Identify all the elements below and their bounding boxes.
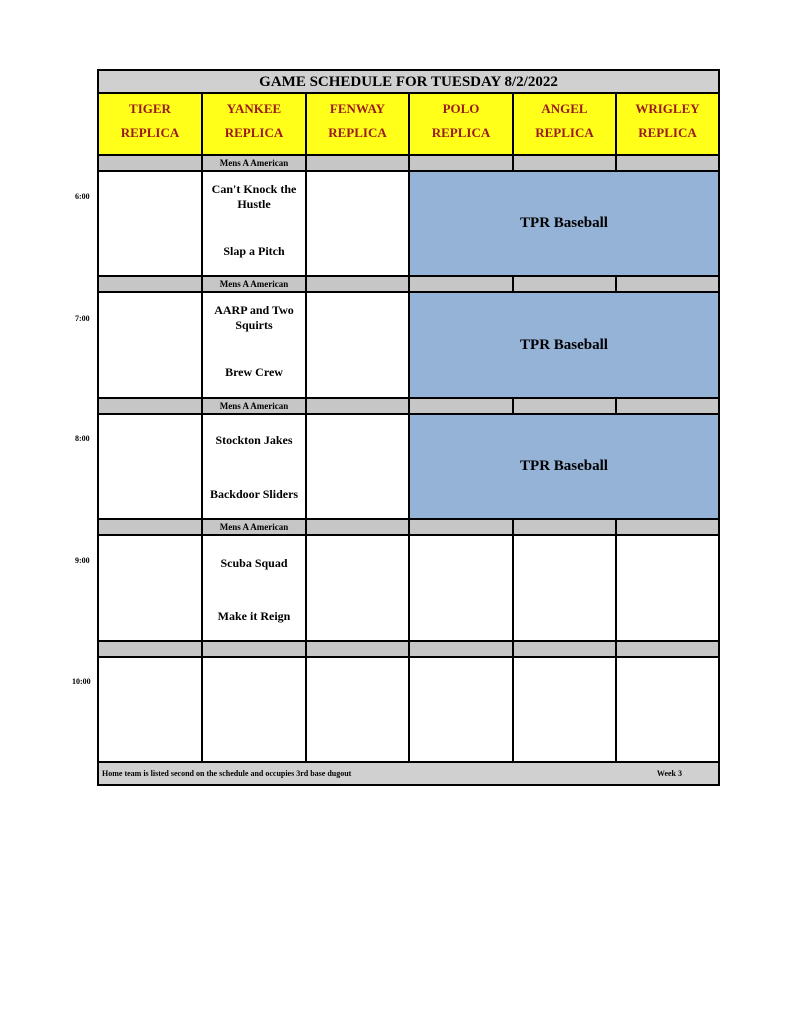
game-cell-yankee-7: [203, 293, 307, 399]
separator-row: [514, 399, 617, 415]
time-label-9: 9:00: [75, 556, 90, 565]
schedule-sheet: [97, 69, 720, 786]
field-header-wrigley: [617, 94, 718, 156]
field-header-tiger: [99, 94, 203, 156]
away-team: Can't Knock the Hustle: [211, 182, 297, 211]
separator-row: [617, 642, 718, 658]
schedule-title: GAME SCHEDULE FOR TUESDAY 8/2/2022: [99, 71, 718, 94]
game-cell-empty: [307, 536, 410, 642]
game-cell-empty: [617, 536, 718, 642]
field-sub: REPLICA: [224, 125, 284, 140]
time-label-7: 7:00: [75, 314, 90, 323]
field-sub: REPLICA: [638, 125, 697, 140]
game-cell-empty: [307, 658, 410, 763]
field-header-yankee: [203, 94, 307, 156]
home-team: Brew Crew: [225, 365, 283, 379]
separator-row: [99, 277, 203, 293]
separator-row: [307, 277, 410, 293]
game-cell-empty: [99, 293, 203, 399]
division-label: Mens A American: [203, 399, 307, 415]
field-name: FENWAY: [329, 101, 386, 116]
separator-row: [307, 399, 410, 415]
game-cell-empty: [307, 293, 410, 399]
game-cell-empty: [617, 658, 718, 763]
separator-row: [514, 520, 617, 536]
game-cell-empty: [203, 658, 307, 763]
separator-row: [307, 642, 410, 658]
separator-row: [410, 277, 514, 293]
separator-row: [99, 642, 203, 658]
separator-row: [307, 156, 410, 172]
game-cell-empty: [99, 415, 203, 520]
separator-row: [617, 156, 718, 172]
time-label-10: 10:00: [72, 677, 91, 686]
footer-note: Home team is listed second on the schedule and occupies 3rd base dugout: [102, 769, 352, 778]
game-cell-empty: [307, 415, 410, 520]
tpr-baseball-block: TPR Baseball: [410, 415, 718, 520]
division-label: Mens A American: [203, 156, 307, 172]
separator-row: [617, 520, 718, 536]
game-cell-empty: [514, 658, 617, 763]
separator-row: [307, 520, 410, 536]
game-cell-empty: [514, 536, 617, 642]
separator-row: [410, 642, 514, 658]
separator-row: [410, 399, 514, 415]
game-cell-yankee-9: [203, 536, 307, 642]
game-cell-empty: [99, 536, 203, 642]
schedule-footer: [99, 763, 718, 784]
separator-row: [514, 156, 617, 172]
away-team: Stockton Jakes: [215, 433, 293, 447]
week-label: Week 3: [656, 769, 682, 778]
separator-row: [99, 399, 203, 415]
separator-row: [410, 520, 514, 536]
separator-row: [203, 642, 307, 658]
game-cell-empty: [307, 172, 410, 277]
time-label-8: 8:00: [75, 434, 90, 443]
tpr-baseball-block: TPR Baseball: [410, 172, 718, 277]
field-header-angel: [514, 94, 617, 156]
game-cell-empty: [99, 658, 203, 763]
game-cell-yankee-8: [203, 415, 307, 520]
away-team: Scuba Squad: [220, 556, 288, 570]
field-name: POLO: [442, 101, 480, 116]
field-header-fenway: [307, 94, 410, 156]
time-label-6: 6:00: [75, 192, 90, 201]
separator-row: [514, 277, 617, 293]
game-cell-empty: [99, 172, 203, 277]
away-team: AARP and Two Squirts: [214, 303, 294, 332]
home-team: Make it Reign: [217, 609, 291, 623]
game-cell-yankee-6: [203, 172, 307, 277]
separator-row: [410, 156, 514, 172]
separator-row: [99, 156, 203, 172]
separator-row: [617, 277, 718, 293]
home-team: Slap a Pitch: [223, 244, 285, 258]
home-team: Backdoor Sliders: [209, 487, 299, 501]
game-cell-empty: [410, 658, 514, 763]
field-name: ANGEL: [541, 101, 588, 116]
division-label: Mens A American: [203, 520, 307, 536]
field-sub: REPLICA: [328, 125, 387, 140]
division-label: Mens A American: [203, 277, 307, 293]
field-sub: REPLICA: [120, 125, 180, 140]
field-sub: REPLICA: [431, 125, 491, 140]
game-cell-empty: [410, 536, 514, 642]
field-sub: REPLICA: [535, 125, 594, 140]
separator-row: [617, 399, 718, 415]
field-name: WRIGLEY: [635, 101, 700, 116]
tpr-baseball-block: TPR Baseball: [410, 293, 718, 399]
field-name: TIGER: [129, 101, 171, 116]
field-name: YANKEE: [226, 101, 282, 116]
field-header-polo: [410, 94, 514, 156]
separator-row: [99, 520, 203, 536]
separator-row: [514, 642, 617, 658]
